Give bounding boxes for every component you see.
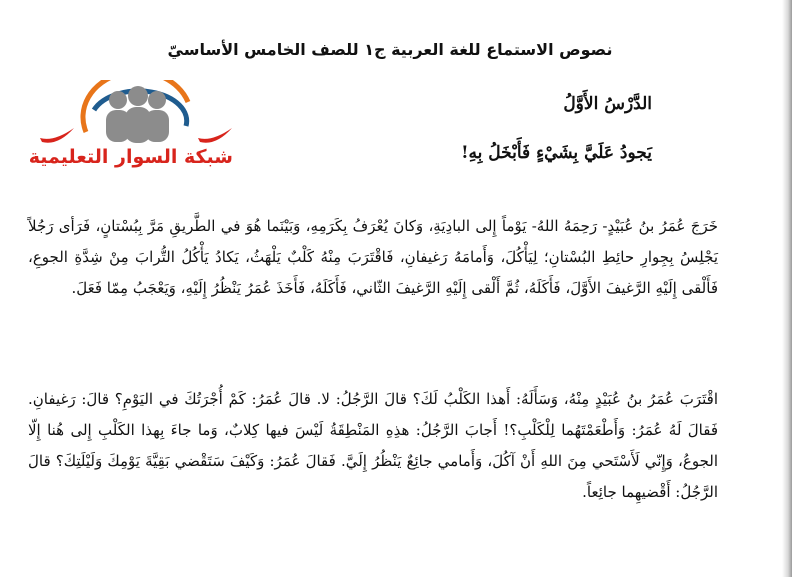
- story-paragraph-2: اقْتَرَبَ عُمَرُ بنُ عُبَيْدٍ مِنْهُ، وَسَأَلَهُ: أَهذا الكَلْبُ لَكَ؟ قالَ الرَّجُلُ: لا. قالَ عُمَرُ: كَمْ أُجْرَتُكَ في اليَوْمِ؟ قالَ: رَغيفانِ. فَقالَ لَهُ عُمَرُ: وَأَطْعَمْتَهُما لِلْكَلْبِ؟! أَجابَ الرَّجُلُ: هذِهِ المَنْطِقَةُ لَيْسَ فيها كِلابٌ، وَما جاءَ بِهذا الكَلْبِ إِلى هُنا إِلّا الجوعُ، وَإِنّي لَأَسْتَحي مِنَ اللهِ أَنْ آكُلَ، وَأَمامي جائِعٌ يَنْظُرُ إِلَيَّ. فَقالَ عُمَرُ: وَكَيْفَ سَتَقْضي بَقِيَّةَ يَوْمِكَ وَلَيْلَتِكَ؟ قالَ الرَّجُلُ: أَقْضيهِما جائِعاً.: [28, 390, 718, 501]
- logo-text: شبكة السوار التعليمية: [28, 146, 233, 168]
- lesson-title: الدَّرْسُ الأَوَّلُ: [563, 94, 652, 114]
- page-edge-shadow: [782, 0, 792, 577]
- logo: [28, 80, 233, 180]
- people-group-logo-icon: [38, 80, 233, 150]
- story-title: يَجودُ عَلَيَّ بِشَيْءٍ فَأَبْخَلُ بِهِ!: [461, 143, 652, 163]
- document-header-title: نصوص الاستماع للغة العربية ج١ للصف الخامس الأساسيّ: [167, 40, 613, 59]
- story-paragraph-1: خَرَجَ عُمَرُ بنُ عُبَيْدٍ- رَحِمَهُ اللهُ- يَوْماً إِلى البادِيَةِ، وَكانَ يُعْرَفُ بِكَرَمِهِ، وَبَيْنَما هُوَ في الطَّريقِ مَرَّ بِبُسْتانٍ، فَرَأى رَجُلاً يَجْلِسُ بِجِوارِ حائِطِ البُسْتانِ؛ لِيَأْكُلَ، وَأَمامَهُ رَغيفانِ، فَاقْتَرَبَ مِنْهُ كَلْبٌ يَلْهَثُ، يَكادُ يَأْكُلُ التُّرابَ مِنْ شِدَّةِ الجوعِ، فَأَلْقى إِلَيْهِ الرَّغيفَ الأَوَّلَ، فَأَكَلَهُ، ثُمَّ أَلْقى إِلَيْهِ الرَّغيفَ الثّاني، فَأَكَلَهُ، فَأَخَذَ عُمَرُ يَنْظُرُ إِلَيْهِ، وَيَعْجَبُ مِمّا فَعَلَ.: [28, 217, 718, 297]
